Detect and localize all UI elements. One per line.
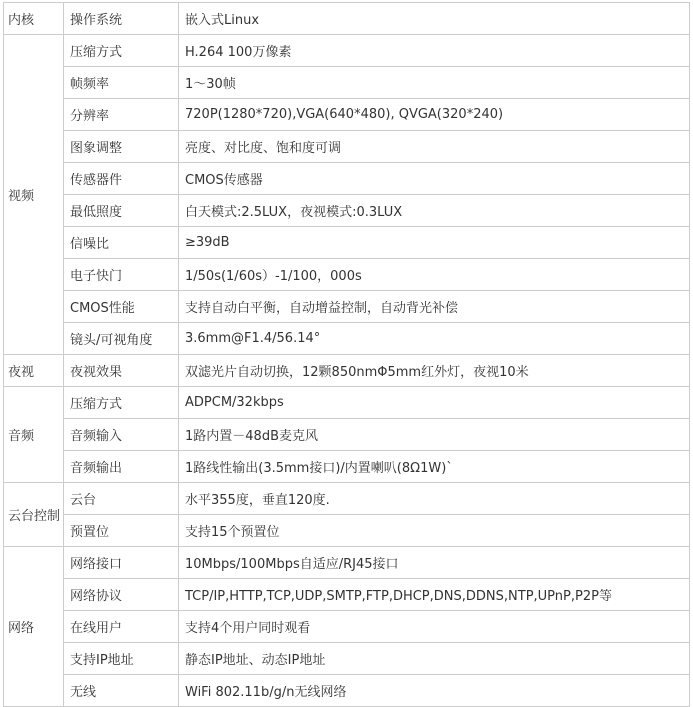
category-cell: 音频 (4, 387, 64, 483)
spec-item-cell: 网络接口 (64, 547, 179, 579)
category-cell: 内核 (4, 3, 64, 35)
table-row (4, 259, 690, 291)
spec-item-cell: 云台 (64, 483, 179, 515)
category-cell: 夜视 (4, 355, 64, 387)
table-row (4, 227, 690, 259)
table-row (4, 387, 690, 419)
table-row (4, 195, 690, 227)
table-row (4, 675, 690, 707)
spec-item-cell: 音频输入 (64, 419, 179, 451)
table-row (4, 163, 690, 195)
spec-item-cell: 最低照度 (64, 195, 179, 227)
table-row (4, 643, 690, 675)
spec-table-body (4, 3, 690, 707)
table-row (4, 99, 690, 131)
category-cell: 云台控制 (4, 483, 64, 547)
spec-value-cell: 1～30帧 (179, 67, 690, 99)
spec-table (3, 2, 690, 707)
table-row (4, 323, 690, 355)
table-row (4, 355, 690, 387)
table-row (4, 131, 690, 163)
spec-item-cell: 在线用户 (64, 611, 179, 643)
spec-item-cell: 压缩方式 (64, 35, 179, 67)
table-row (4, 419, 690, 451)
spec-item-cell: 支持IP地址 (64, 643, 179, 675)
spec-value-cell: 1路线性输出(3.5mm接口)/内置喇叭(8Ω1W)` (179, 451, 690, 483)
spec-item-cell: 压缩方式 (64, 387, 179, 419)
category-cell: 视频 (4, 35, 64, 355)
table-row (4, 35, 690, 67)
table-row (4, 451, 690, 483)
spec-value-cell: 10Mbps/100Mbps自适应/RJ45接口 (179, 547, 690, 579)
spec-item-cell: 传感器件 (64, 163, 179, 195)
table-row (4, 3, 690, 35)
category-cell: 网络 (4, 547, 64, 707)
spec-item-cell: 分辨率 (64, 99, 179, 131)
spec-value-cell: 支持自动白平衡，自动增益控制，自动背光补偿 (179, 291, 690, 323)
spec-item-cell: 夜视效果 (64, 355, 179, 387)
spec-value-cell: CMOS传感器 (179, 163, 690, 195)
spec-item-cell: 帧频率 (64, 67, 179, 99)
spec-item-cell: 音频输出 (64, 451, 179, 483)
spec-value-cell: 亮度、对比度、饱和度可调 (179, 131, 690, 163)
spec-value-cell: 白天模式:2.5LUX，夜视模式:0.3LUX (179, 195, 690, 227)
spec-value-cell: 支持4个用户同时观看 (179, 611, 690, 643)
spec-item-cell: 镜头/可视角度 (64, 323, 179, 355)
spec-item-cell: 信噪比 (64, 227, 179, 259)
spec-value-cell: 水平355度，垂直120度. (179, 483, 690, 515)
spec-value-cell: 静态IP地址、动态IP地址 (179, 643, 690, 675)
spec-value-cell: 1路内置－48dB麦克风 (179, 419, 690, 451)
spec-item-cell: CMOS性能 (64, 291, 179, 323)
spec-value-cell: 1/50s(1/60s）-1/100，000s (179, 259, 690, 291)
spec-value-cell: ADPCM/32kbps (179, 387, 690, 419)
spec-value-cell: TCP/IP,HTTP,TCP,UDP,SMTP,FTP,DHCP,DNS,DDNS,NTP,UPnP,P2P等 (179, 579, 690, 611)
spec-item-cell: 操作系统 (64, 3, 179, 35)
table-row (4, 547, 690, 579)
spec-value-cell: 支持15个预置位 (179, 515, 690, 547)
table-row (4, 67, 690, 99)
spec-item-cell: 预置位 (64, 515, 179, 547)
spec-value-cell: 3.6mm@F1.4/56.14° (179, 323, 690, 355)
spec-item-cell: 图象调整 (64, 131, 179, 163)
spec-value-cell: H.264 100万像素 (179, 35, 690, 67)
spec-value-cell: 双滤光片自动切换，12颗850nmΦ5mm红外灯，夜视10米 (179, 355, 690, 387)
table-row (4, 483, 690, 515)
table-row (4, 611, 690, 643)
table-row (4, 291, 690, 323)
spec-value-cell: ≥39dB (179, 227, 690, 259)
spec-item-cell: 电子快门 (64, 259, 179, 291)
spec-value-cell: 720P(1280*720),VGA(640*480), QVGA(320*240) (179, 99, 690, 131)
spec-value-cell: WiFi 802.11b/g/n无线网络 (179, 675, 690, 707)
spec-item-cell: 网络协议 (64, 579, 179, 611)
table-row (4, 579, 690, 611)
spec-value-cell: 嵌入式Linux (179, 3, 690, 35)
spec-item-cell: 无线 (64, 675, 179, 707)
table-row (4, 515, 690, 547)
